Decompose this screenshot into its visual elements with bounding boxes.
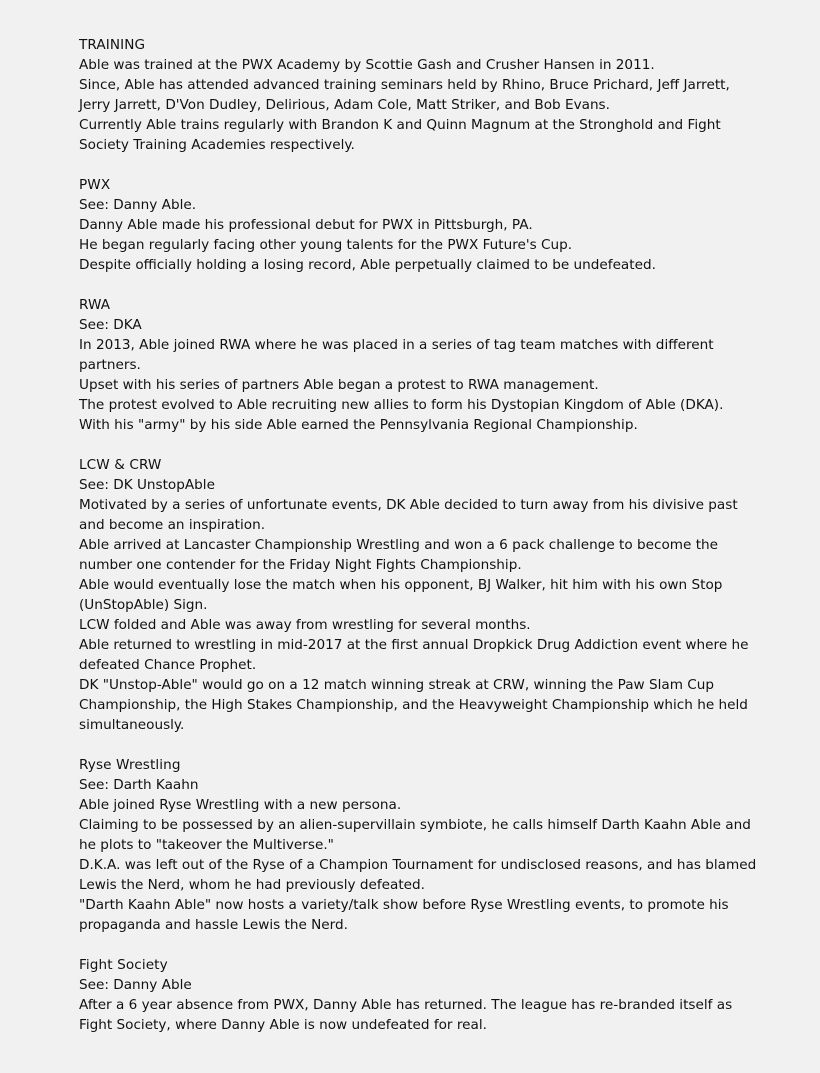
section-heading: PWX xyxy=(79,177,111,193)
body-line: Claiming to be possessed by an alien-supervillain symbiote, he calls himself Darth Kaahn Able and he plots to "takeover the Multiverse." xyxy=(79,817,751,853)
body-line: Able arrived at Lancaster Championship Wrestling and won a 6 pack challenge to become the number one contender for the Friday Night Fights Championship. xyxy=(79,537,719,573)
body-line: In 2013, Able joined RWA where he was placed in a series of tag team matches with different partners. xyxy=(79,337,714,373)
see-reference: See: Danny Able. xyxy=(79,197,197,213)
body-line: Despite officially holding a losing record, Able perpetually claimed to be undefeated. xyxy=(79,257,656,273)
document-body xyxy=(79,35,759,1055)
body-line: Able joined Ryse Wrestling with a new persona. xyxy=(79,797,402,813)
body-line: Since, Able has attended advanced training seminars held by Rhino, Bruce Prichard, Jeff Jarrett, Jerry Jarrett, D'Von Dudley, Delirious, Adam Cole, Matt Striker, and Bob Evans. xyxy=(79,77,730,113)
body-line: Motivated by a series of unfortunate events, DK Able decided to turn away from his divisive past and become an inspiration. xyxy=(79,497,738,533)
body-line: After a 6 year absence from PWX, Danny Able has returned. The league has re-branded itself as Fight Society, where Danny Able is now undefeated for real. xyxy=(79,997,733,1033)
body-line: LCW folded and Able was away from wrestling for several months. xyxy=(79,617,531,633)
see-reference: See: DK UnstopAble xyxy=(79,477,215,493)
section-heading: RWA xyxy=(79,297,111,313)
body-line: Able was trained at the PWX Academy by Scottie Gash and Crusher Hansen in 2011. xyxy=(79,57,655,73)
body-line: The protest evolved to Able recruiting new allies to form his Dystopian Kingdom of Able (DKA). xyxy=(79,397,724,413)
section-heading: Fight Society xyxy=(79,957,168,973)
see-reference: See: Danny Able xyxy=(79,977,192,993)
body-line: He began regularly facing other young talents for the PWX Future's Cup. xyxy=(79,237,573,253)
body-line: "Darth Kaahn Able" now hosts a variety/talk show before Ryse Wrestling events, to promote his propaganda and hassle Lewis the Nerd. xyxy=(79,897,729,933)
section-pwx xyxy=(79,175,759,275)
section-training xyxy=(79,35,759,155)
body-line: Able returned to wrestling in mid-2017 at the first annual Dropkick Drug Addiction event where he defeated Chance Prophet. xyxy=(79,637,749,673)
see-reference: See: DKA xyxy=(79,317,142,333)
body-line: D.K.A. was left out of the Ryse of a Champion Tournament for undisclosed reasons, and has blamed Lewis the Nerd, whom he had previously defeated. xyxy=(79,857,757,893)
section-heading: TRAINING xyxy=(79,37,146,53)
section-rwa xyxy=(79,295,759,435)
section-ryse-wrestling xyxy=(79,755,759,935)
body-line: Able would eventually lose the match when his opponent, BJ Walker, hit him with his own Stop (UnStopAble) Sign. xyxy=(79,577,723,613)
section-fight-society xyxy=(79,955,759,1035)
see-reference: See: Darth Kaahn xyxy=(79,777,199,793)
section-heading: Ryse Wrestling xyxy=(79,757,181,773)
section-lcw-crw xyxy=(79,455,759,735)
body-line: DK "Unstop-Able" would go on a 12 match winning streak at CRW, winning the Paw Slam Cup Championship, the High Stakes Championship, and the Heavyweight Championship which he held simultaneously. xyxy=(79,677,748,733)
body-line: Currently Able trains regularly with Brandon K and Quinn Magnum at the Stronghold and Fight Society Training Academies respectively. xyxy=(79,117,721,153)
body-line: With his "army" by his side Able earned the Pennsylvania Regional Championship. xyxy=(79,417,638,433)
body-line: Upset with his series of partners Able began a protest to RWA management. xyxy=(79,377,599,393)
section-heading: LCW & CRW xyxy=(79,457,162,473)
body-line: Danny Able made his professional debut for PWX in Pittsburgh, PA. xyxy=(79,217,533,233)
